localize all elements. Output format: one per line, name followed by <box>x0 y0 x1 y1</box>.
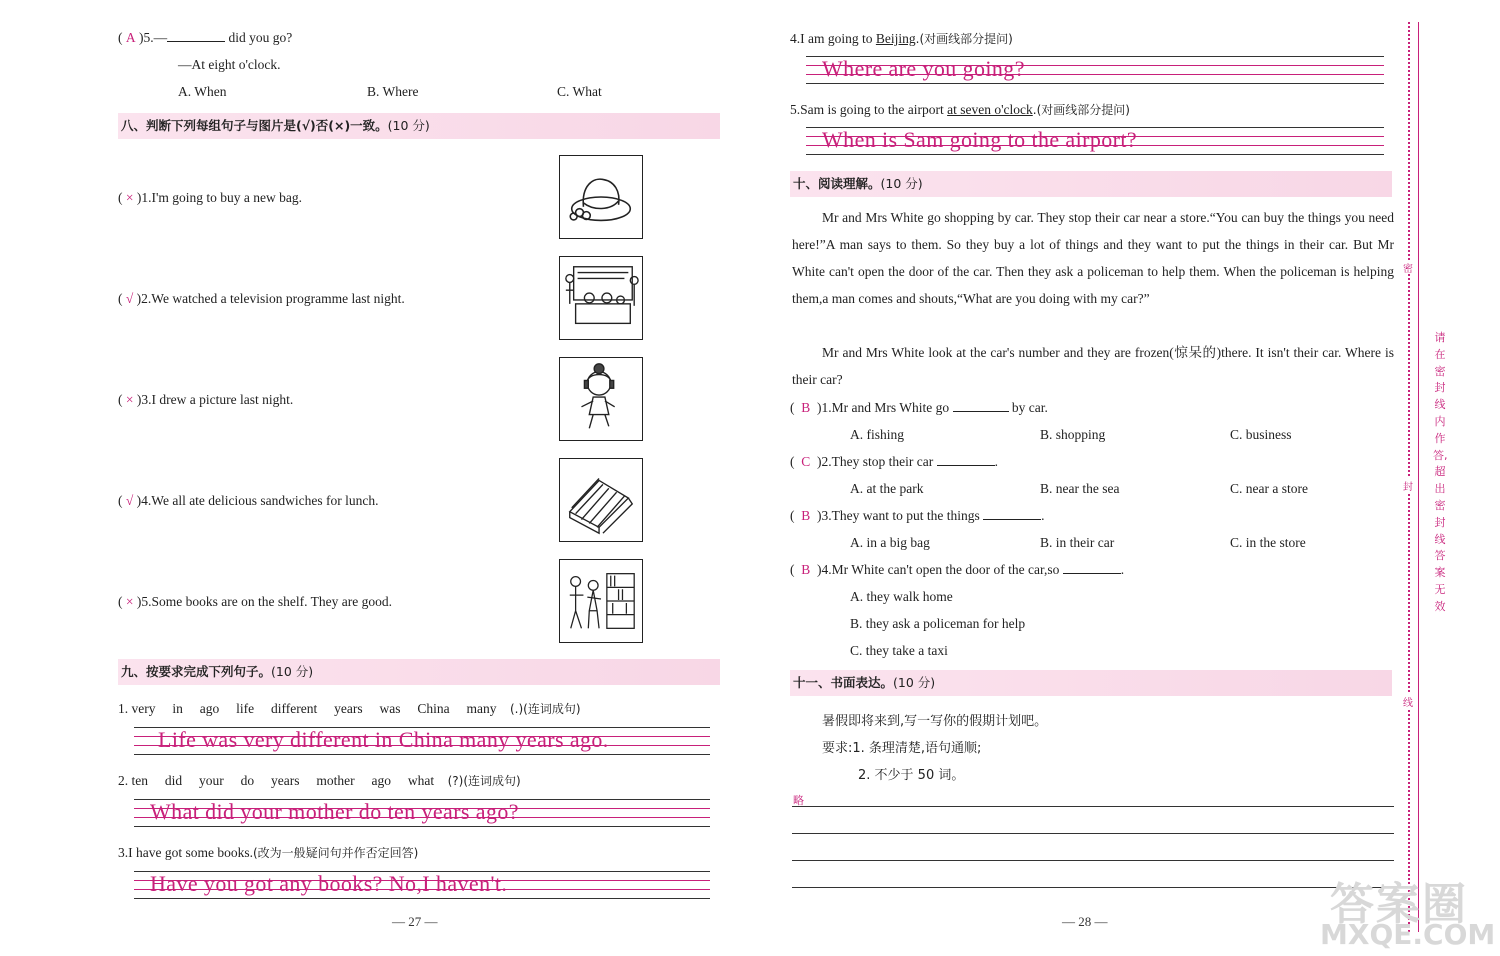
s9-q3-tail: (改为一般疑问句并作否定回答) <box>252 846 419 860</box>
s9-q1-word: China <box>417 701 450 716</box>
r-q5-underlined: at seven o'clock <box>947 102 1033 117</box>
r10-q4-answer: B <box>801 562 811 577</box>
r10-q3-option-a: A. in a big bag <box>850 535 930 550</box>
r10-q2-option-c: C. near a store <box>1230 481 1308 496</box>
watermark-url: MXQE.COM <box>1320 918 1496 951</box>
section8-title: 八、判断下列每组句子与图片是(√)否(×)一致。 <box>121 118 388 133</box>
s9-q2-prompt <box>118 772 521 789</box>
r10-q3-blank[interactable] <box>983 519 1041 520</box>
r10-q3-stem: They want to put the things <box>831 508 980 523</box>
s9-q1-word: many <box>466 701 497 716</box>
r-q5-before: Sam is going to the airport <box>800 102 948 117</box>
s8-answer-5: × <box>125 594 134 609</box>
s9-q2-word: mother <box>316 773 355 788</box>
page-number-28: — 28 — <box>1062 914 1108 929</box>
section11-title: 十一、书面表达。 <box>793 675 894 690</box>
r10-q4-option-b: B. they ask a policeman for help <box>850 616 1026 631</box>
s8-answer-1: × <box>125 190 134 205</box>
r10-q1-stem: Mr and Mrs White go <box>831 400 950 415</box>
s9-q2-word: what <box>407 773 435 788</box>
s8-text-1: I'm going to buy a new bag. <box>151 190 303 205</box>
writing-prompt: 暑假即将来到,写一写你的假期计划吧。 <box>822 714 1048 729</box>
writing-line <box>792 806 1394 807</box>
s8-answer-4: √ <box>125 493 134 508</box>
r-q4-prompt <box>790 30 1013 47</box>
r10-q3-answer: B <box>801 508 811 523</box>
s9-q2-tail: (?)(连词成句) <box>447 774 521 788</box>
s8-text-2: We watched a television programme last night. <box>151 291 405 306</box>
s9-q3-answer: Have you got any books? No,I haven't. <box>150 871 508 896</box>
section8-points: (10 分) <box>387 118 430 133</box>
s9-q2-word: do <box>240 773 255 788</box>
writing-requirement-2: 2. 不少于 50 词。 <box>858 768 965 783</box>
s9-q2-word: ago <box>371 773 391 788</box>
s9-q1-word: in <box>172 701 183 716</box>
writing-line <box>792 887 1394 888</box>
s8-text-5: Some books are on the shelf. They are good. <box>151 594 392 609</box>
s8-num-1: 1. <box>141 190 152 205</box>
s9-q1-word: different <box>271 701 318 716</box>
r10-q2-option-b: B. near the sea <box>1040 481 1120 496</box>
r10-q4-blank[interactable] <box>1063 573 1121 574</box>
s8-num-2: 2. <box>141 291 152 306</box>
r10-q3-option-c: C. in the store <box>1230 535 1306 550</box>
r10-q4-option-a: A. they walk home <box>850 589 953 604</box>
r-q5-prompt <box>790 101 1130 118</box>
writing-answer-mark: 略 <box>793 794 804 807</box>
writing-line <box>792 860 1394 861</box>
q5-option-a: A. When <box>178 84 227 99</box>
section10-header <box>790 171 1392 197</box>
r-q4-underlined: Beijing <box>875 31 916 46</box>
seal-mark-mi: 密 <box>1401 260 1415 274</box>
s8-text-3: I drew a picture last night. <box>151 392 294 407</box>
r10-q1-option-b: B. shopping <box>1040 427 1106 442</box>
r10-q2-num: 2. <box>821 454 832 469</box>
seal-mark-feng: 封 <box>1401 478 1415 492</box>
s9-q1-word: was <box>379 701 401 716</box>
s8-item-3: ( × )3.I drew a picture last night. <box>118 392 294 407</box>
s8-text-4: We all ate delicious sandwiches for lunch. <box>151 493 379 508</box>
q5-option-b: B. Where <box>367 84 419 99</box>
s9-q1-word: ago <box>199 701 220 716</box>
seal-line-solid <box>1418 22 1419 932</box>
s9-q1-answer: Life was very different in China many years ago. <box>158 727 609 752</box>
q5-blank[interactable] <box>167 41 225 42</box>
r10-q4: ( B )4.Mr White can't open the door of the car,so . <box>790 562 1125 577</box>
writing-line <box>806 154 1384 155</box>
reading-paragraph-1: Mr and Mrs White go shopping by car. They stop their car near a store.“You can buy the things you need here!”A man says to them. So they buy a lot of things and they want to put the things in their car. But Mr White can't open the door of the car. Then they ask a policeman to help them. When the policeman is helping them,a man comes and shouts,“What are you doing with my car?” <box>792 210 1394 306</box>
s9-q1-num: 1. <box>118 701 129 716</box>
section11-header <box>790 670 1392 696</box>
s8-item-2: ( √ )2.We watched a television programme last night. <box>118 291 405 306</box>
s9-q3-num: 3. <box>118 845 129 860</box>
q5-line: ( A )5.— did you go? <box>118 30 293 45</box>
page-number-27: — 27 — <box>392 914 438 929</box>
r10-q1-option-c: C. business <box>1230 427 1292 442</box>
r10-q2-option-a: A. at the park <box>850 481 924 496</box>
s8-item-5: ( × )5.Some books are on the shelf. They are good. <box>118 594 392 609</box>
section11-points: (10 分) <box>893 675 936 690</box>
r10-q1: ( B )1.Mr and Mrs White go by car. <box>790 400 1048 415</box>
s9-q3-sentence: I have got some books. <box>128 845 253 860</box>
writing-requirement-1: 要求:1. 条理清楚,语句通顺; <box>822 741 982 756</box>
r10-q1-num: 1. <box>821 400 832 415</box>
r10-q2-after: . <box>994 454 998 469</box>
r10-q1-option-a: A. fishing <box>850 427 904 442</box>
writing-line <box>134 826 710 827</box>
seal-line-dotted <box>1408 22 1410 932</box>
bookshelf-people-picture <box>559 559 643 643</box>
writing-line <box>134 898 710 899</box>
r-q4-after: .(对画线部分提问) <box>915 32 1013 46</box>
r10-q2-answer: C <box>801 454 811 469</box>
s9-q1-prompt <box>118 700 581 717</box>
s8-item-4: ( √ )4.We all ate delicious sandwiches for lunch. <box>118 493 379 508</box>
s8-item-1: ( × )1.I'm going to buy a new bag. <box>118 190 303 205</box>
r-q5-answer: When is Sam going to the airport? <box>822 127 1138 152</box>
r-q5-num: 5. <box>790 102 801 117</box>
section9-title: 九、按要求完成下列句子。 <box>121 664 272 679</box>
s8-num-4: 4. <box>141 493 152 508</box>
s8-num-3: 3. <box>141 392 152 407</box>
watermark-logo: 答案圈 <box>1330 879 1468 930</box>
hat-picture <box>559 155 643 239</box>
q5-num: 5. <box>143 30 154 45</box>
q5-prefix: — <box>153 30 168 45</box>
s8-answer-2: √ <box>125 291 134 306</box>
s9-q1-word: very <box>131 701 156 716</box>
writing-line <box>806 83 1384 84</box>
q5-text: did you go? <box>228 30 293 45</box>
s9-q3-prompt <box>118 844 418 861</box>
seal-warning-text: 请在密封线内作答,超出密封线答案无效 <box>1433 331 1448 613</box>
r10-q3-after: . <box>1041 508 1045 523</box>
r10-q2: ( C )2.They stop their car . <box>790 454 998 469</box>
s8-answer-3: × <box>125 392 134 407</box>
r10-q3-option-b: B. in their car <box>1040 535 1115 550</box>
r10-q1-after: by car. <box>1011 400 1048 415</box>
r-q5-after: .(对画线部分提问) <box>1032 103 1130 117</box>
r10-q2-blank[interactable] <box>937 465 995 466</box>
s9-q2-answer: What did your mother do ten years ago? <box>150 799 519 824</box>
q5-option-c: C. What <box>557 84 602 99</box>
writing-line <box>792 833 1394 834</box>
seal-mark-xian: 线 <box>1401 694 1415 708</box>
r10-q1-answer: B <box>801 400 811 415</box>
section9-points: (10 分) <box>271 664 314 679</box>
section8-header <box>118 113 720 139</box>
section9-header <box>118 659 720 685</box>
section10-title: 十、阅读理解。 <box>793 176 881 191</box>
family-tv-picture <box>559 256 643 340</box>
r10-q3-num: 3. <box>821 508 832 523</box>
r10-q4-after: . <box>1120 562 1125 577</box>
r-q4-answer: Where are you going? <box>822 56 1025 81</box>
r10-q2-stem: They stop their car <box>831 454 934 469</box>
writing-line <box>134 754 710 755</box>
reading-paragraph-2: Mr and Mrs White look at the car's number and they are frozen(惊呆的)there. It isn't their car. Where is their car? <box>792 345 1394 387</box>
s9-q1-word: life <box>236 701 255 716</box>
r10-q3: ( B )3.They want to put the things . <box>790 508 1045 523</box>
r10-q1-blank[interactable] <box>953 411 1009 412</box>
section10-points: (10 分) <box>880 176 923 191</box>
q5-reply: —At eight o'clock. <box>178 57 281 72</box>
s9-q2-word: years <box>271 773 300 788</box>
s8-num-5: 5. <box>141 594 152 609</box>
s9-q2-word: did <box>164 773 183 788</box>
r10-q4-option-c: C. they take a taxi <box>850 643 948 658</box>
s9-q2-num: 2. <box>118 773 129 788</box>
s9-q2-word: ten <box>131 773 148 788</box>
r-q4-num: 4. <box>790 31 801 46</box>
r10-q4-num: 4. <box>821 562 832 577</box>
sandwich-picture <box>559 458 643 542</box>
q5-answer: A <box>125 30 136 45</box>
s9-q2-word: your <box>199 773 224 788</box>
r-q4-before: I am going to <box>800 31 876 46</box>
s9-q1-tail: (.)(连词成句) <box>509 702 581 716</box>
r10-q4-stem: Mr White can't open the door of the car,so <box>831 562 1060 577</box>
s9-q1-word: years <box>334 701 363 716</box>
girl-headphones-picture <box>559 357 643 441</box>
